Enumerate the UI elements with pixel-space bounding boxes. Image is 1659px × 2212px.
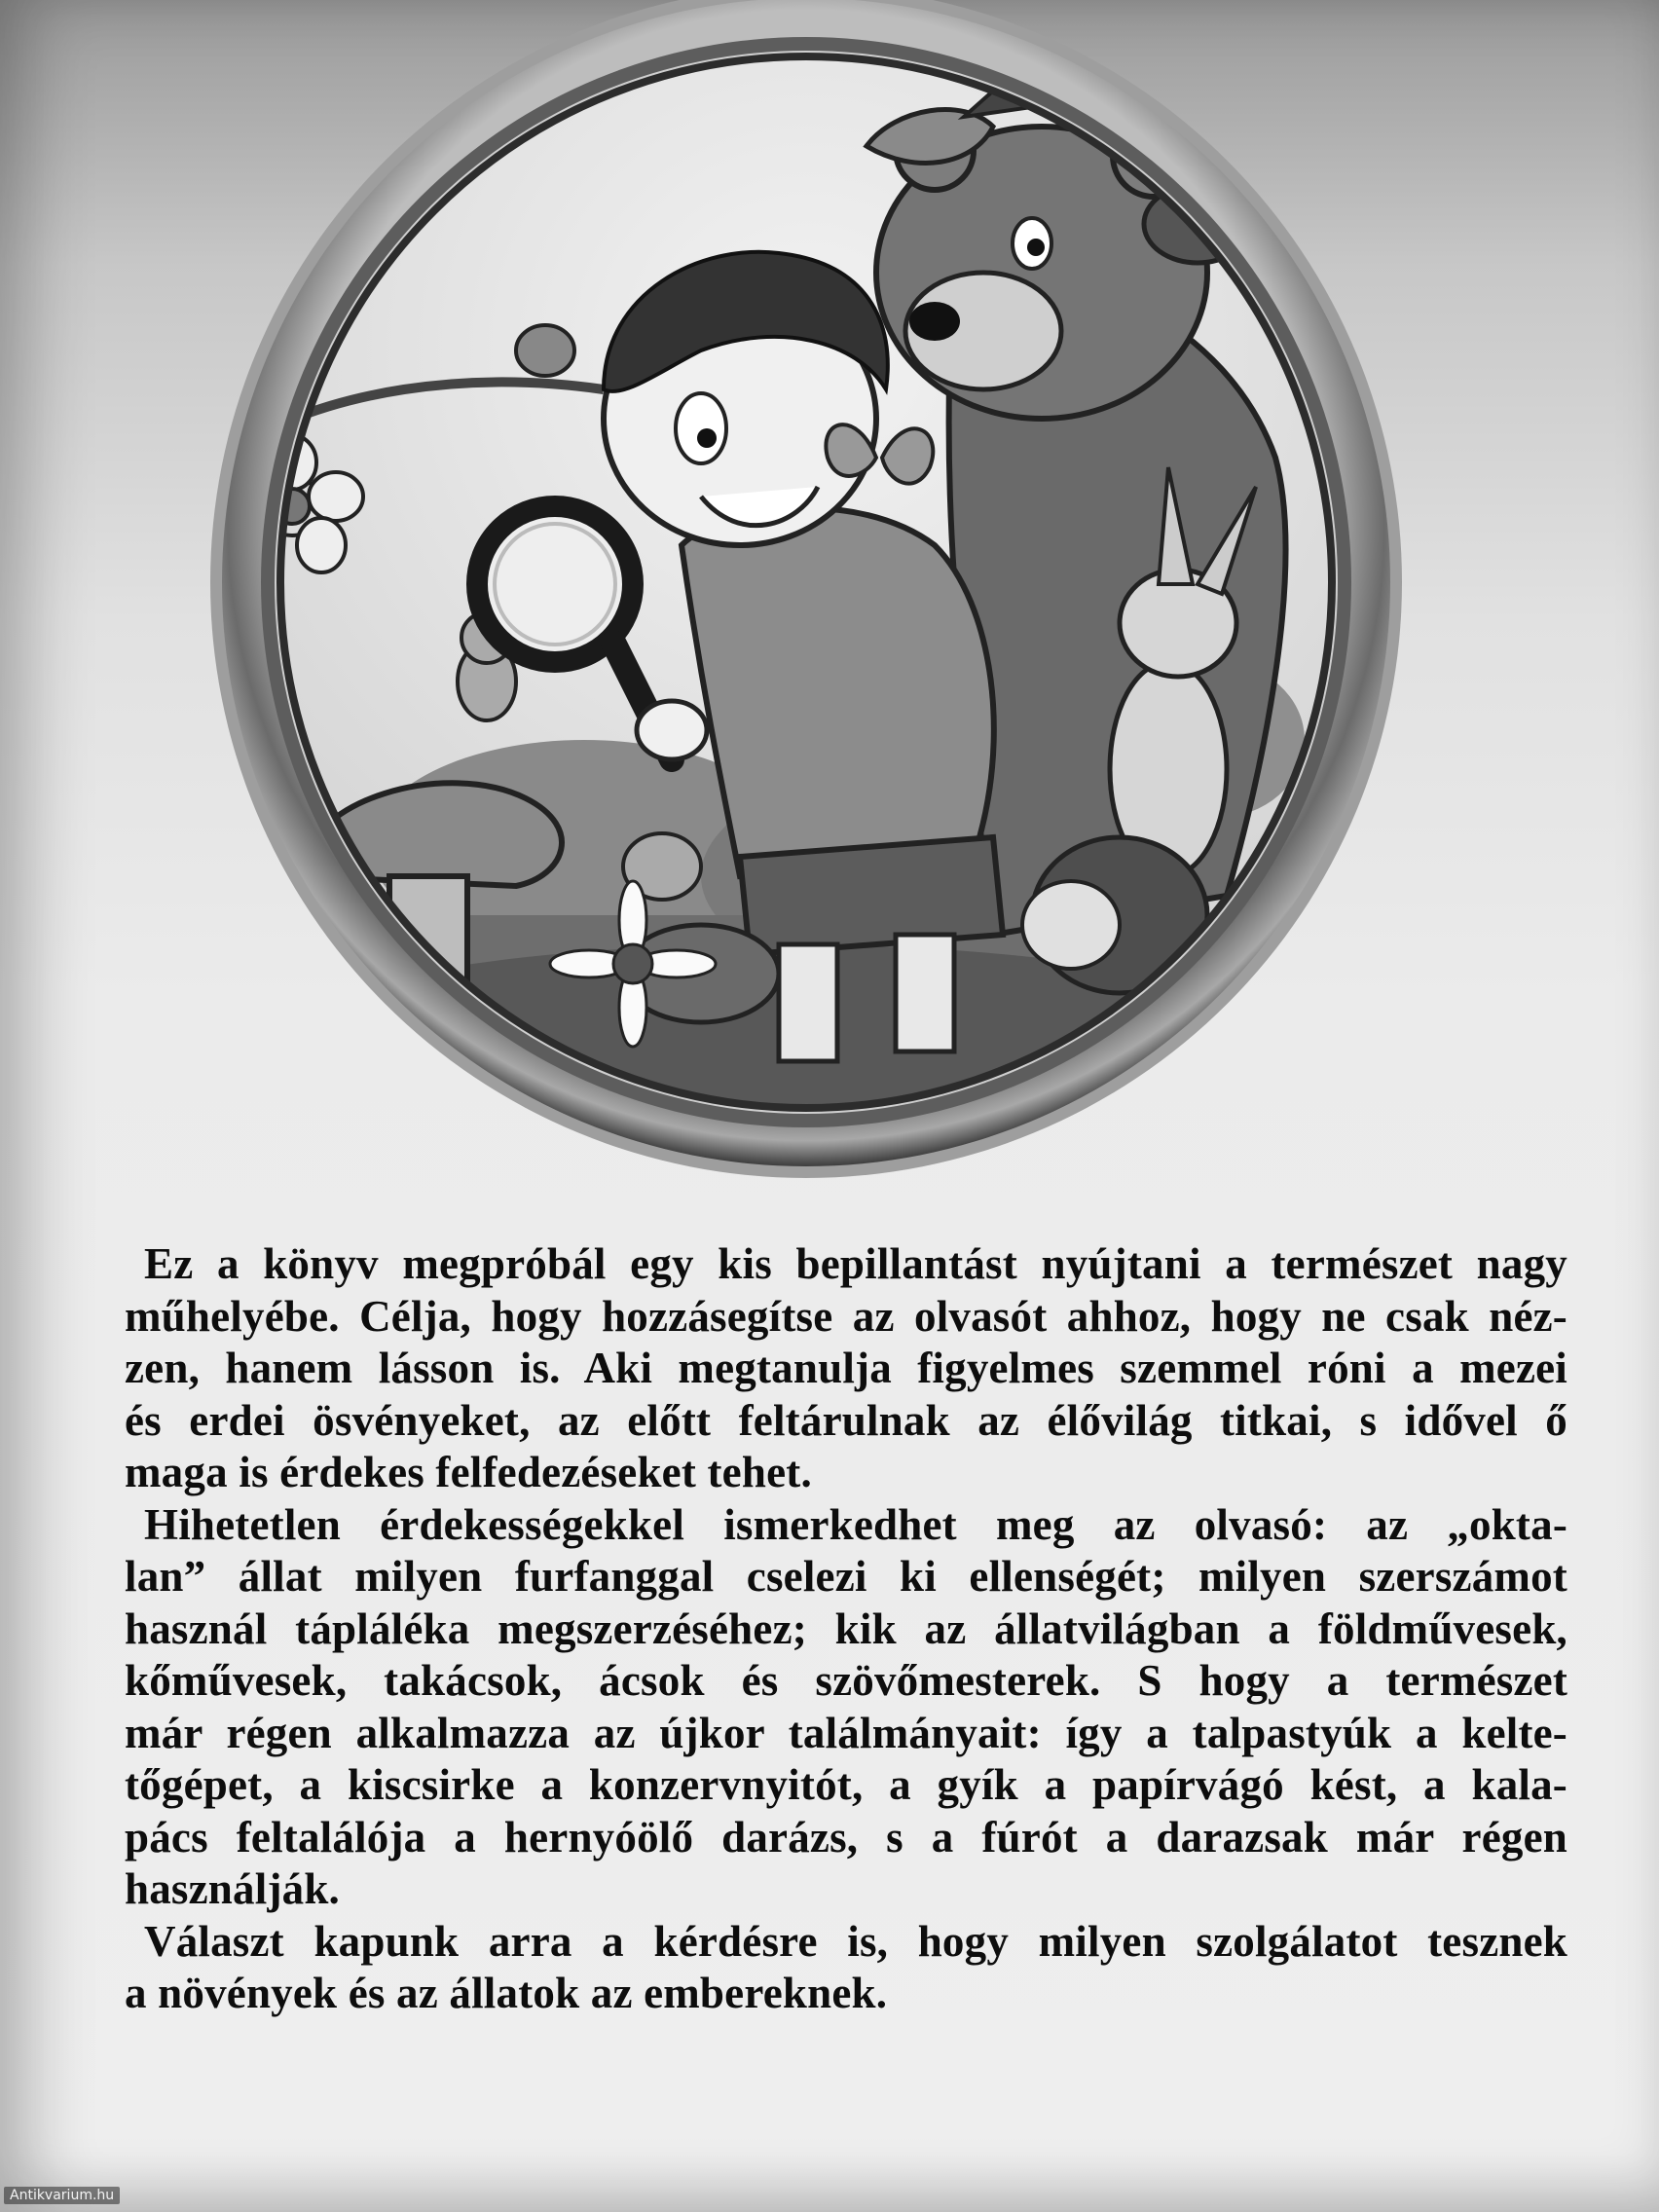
text-line: tőgépet, a kiscsirke a konzervnyitót, a gyík a papírvágó kést, a kala- [125,1760,1567,1809]
text-line: a növények és az állatok az embereknek. [125,1969,888,2017]
text-line: pács feltalálója a hernyóölő darázs, s a fúrót a darazsak már régen [125,1812,1567,1862]
text-line: kőművesek, takácsok, ácsok és szövőmesterek. S hogy a természet [125,1656,1567,1705]
paragraph-3 [125,1916,1567,2020]
magnifier-scene-icon [195,0,1421,1180]
intro-text [125,1238,1567,2020]
text-line: Ez a könyv megpróbál egy kis bepillantást nyújtani a természet nagy [144,1239,1567,1288]
paragraph-2 [125,1499,1567,1916]
text-line: Választ kapunk arra a kérdésre is, hogy milyen szolgálatot tesznek [144,1916,1567,1966]
watermark: Antikvarium.hu [4,2187,120,2204]
cover-illustration [195,0,1421,1180]
text-line: maga is érdekes felfedezéseket tehet. [125,1448,812,1496]
text-line: műhelyébe. Célja, hogy hozzásegítse az olvasót ahhoz, hogy ne csak néz- [125,1291,1567,1341]
text-line: használják. [125,1864,341,1913]
text-line: zen, hanem lásson is. Aki megtanulja figyelmes szemmel róni a mezei [125,1344,1567,1392]
text-line: és erdei ösvényeket, az előtt feltárulnak az élővilág titkai, s idővel ő [125,1395,1567,1445]
text-line: Hihetetlen érdekességekkel ismerkedhet meg az olvasó: az „okta- [144,1499,1567,1549]
paragraph-1 [125,1238,1567,1499]
text-line: lan” állat milyen furfanggal cselezi ki ellenségét; milyen szerszámot [125,1552,1567,1601]
text-line: használ tápláléka megszerzéséhez; kik az állatvilágban a földművesek, [125,1604,1567,1653]
text-line: már régen alkalmazza az újkor találmányait: így a talpastyúk a kelte- [125,1708,1567,1757]
